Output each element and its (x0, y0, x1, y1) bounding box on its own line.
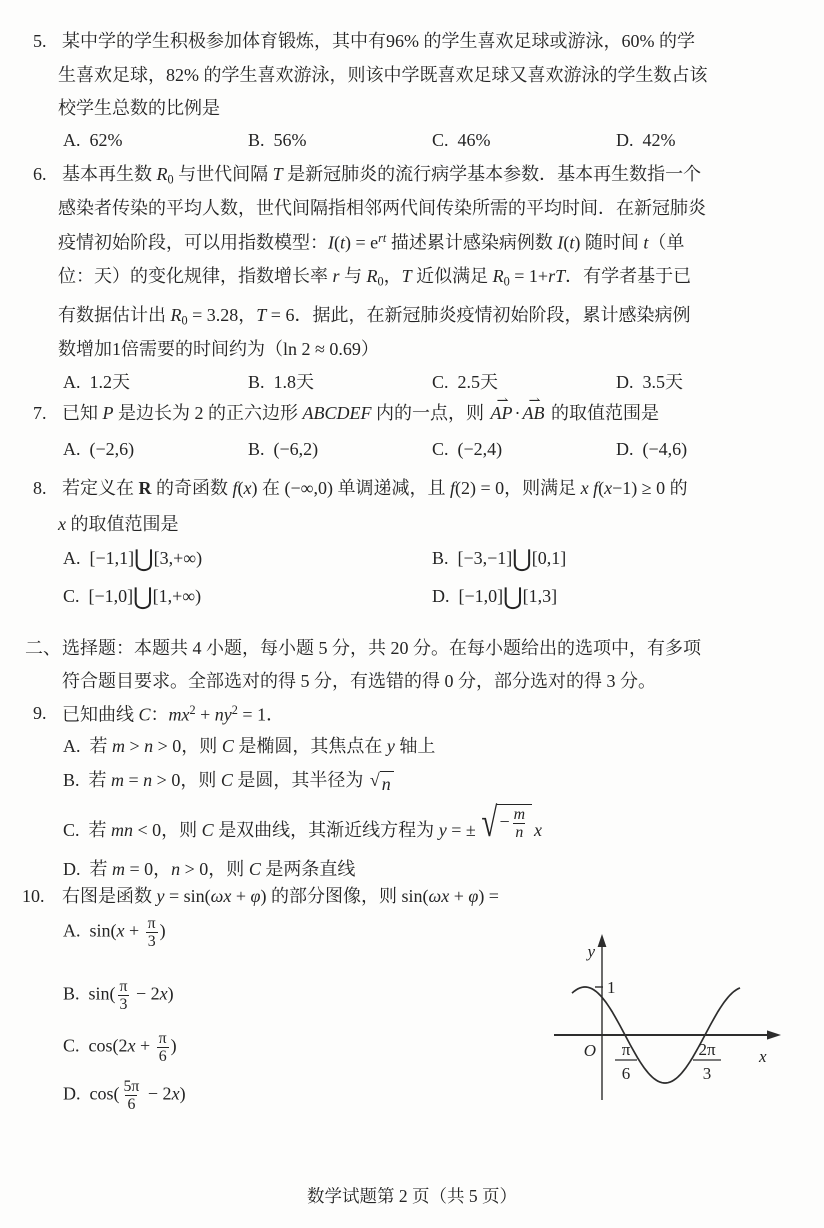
question-number: 7. (33, 403, 47, 423)
question-number: 10. (22, 886, 45, 906)
page-footer: 数学试题第 2 页（共 5 页） (307, 1186, 517, 1206)
option-b: B. [−3,−1]⋃[0,1] (432, 544, 567, 573)
option-d: D. 若 m = 0，n > 0，则 C 是两条直线 (63, 859, 356, 879)
option-d: D. cos( $\frac{5\pi}{6}$ − 2x) (63, 1078, 186, 1114)
zero2-numerator: 2π (698, 1040, 716, 1059)
option-c: C. 46% (432, 130, 491, 150)
option-a: A. 1.2天 (63, 372, 130, 392)
option-b: B. (−6,2) (248, 439, 319, 459)
question-text-line: 疫情初始阶段，可以用指数模型：$I(t) = e^{rt}$ 描述累计感染病例数 I(t) 随时间 t（单 (58, 231, 685, 253)
option-c: C. 若 mn < 0，则 C 是双曲线，其渐近线方程为 y = ± √ − $\frac{m}{n}$ x (63, 799, 543, 845)
option-c: C. (−2,4) (432, 439, 503, 459)
option-a: A. sin(x + $\frac{\pi}{3}$ ) (63, 915, 166, 951)
question-text-line: 基本再生数 $R_0$ 与世代间隔 T 是新冠肺炎的流行病学基本参数．基本再生数指一个 (62, 164, 702, 187)
question-number: 5. (33, 31, 47, 51)
question-text-line: 感染者传染的平均人数，世代间隔指相邻两代间传染所需的平均时间．在新冠肺炎 (58, 198, 706, 218)
zero1-numerator: π (621, 1040, 631, 1059)
option-c: C. [−1,0]⋃[1,+∞) (63, 582, 202, 611)
question-text-line: 生喜欢足球，82% 的学生喜欢游泳，则该中学既喜欢足球又喜欢游泳的学生数占该 (58, 65, 708, 85)
question-text-line: 已知 P 是边长为 2 的正六边形 ABCDEF 内的一点，则 AP ⇀ · AB ⇀ 的取值范围是 (62, 402, 659, 426)
option-b: B. 1.8天 (248, 372, 315, 392)
y-value-1-label: 1 (607, 978, 616, 997)
origin-label: O (583, 1041, 596, 1060)
question-text-line: 右图是函数 y = sin(ωx + φ) 的部分图像，则 sin(ωx + φ) = (62, 886, 499, 906)
zero1-denominator: 6 (621, 1064, 631, 1083)
question-number: 8. (33, 478, 47, 498)
option-d: D. [−1,0]⋃[1,3] (432, 582, 558, 611)
option-d: D. (−4,6) (616, 439, 688, 459)
option-d: D. 42% (616, 130, 676, 150)
x-axis-arrow-icon (767, 1030, 781, 1039)
option-a: A. 62% (63, 130, 123, 150)
option-b: B. 若 m = n > 0，则 C 是圆，其半径为 √ n (63, 769, 396, 797)
option-b: B. sin( $\frac{\pi}{3}$ − 2x) (63, 978, 174, 1014)
question-text-line: 位：天）的变化规律，指数增长率 r 与 $R_0$，T 近似满足 $R_0 = 1+rT$．有学者基于已 (58, 266, 692, 289)
question-text-line: x 的取值范围是 (58, 514, 179, 534)
question-number: 9. (33, 703, 47, 723)
option-c: C. cos(2x + $\frac{\pi}{6}$ ) (63, 1030, 177, 1066)
question-text-line: 数增加1倍需要的时间约为（ln 2 ≈ 0.69） (58, 339, 379, 359)
x-axis-label: x (759, 1047, 767, 1066)
section-header-line: 选择题：本题共 4 小题，每小题 5 分，共 20 分。在每小题给出的选项中，有多项 (62, 638, 701, 658)
zero2-denominator: 3 (702, 1064, 712, 1083)
question-text-line: 有数据估计出 $R_0 = 3.28$，T = 6．据此，在新冠肺炎疫情初始阶段，累计感染病例 (58, 305, 691, 328)
option-a: A. (−2,6) (63, 439, 135, 459)
question-number: 6. (33, 164, 47, 184)
option-a: A. 若 m > n > 0，则 C 是椭圆，其焦点在 y 轴上 (63, 736, 436, 756)
option-d: D. 3.5天 (616, 372, 683, 392)
option-a: A. [−1,1]⋃[3,+∞) (63, 544, 203, 573)
option-b: B. 56% (248, 130, 307, 150)
option-c: C. 2.5天 (432, 372, 499, 392)
question-text-line: 已知曲线 C：$mx^2 + ny^2 = 1$． (62, 703, 285, 725)
question-text-line: 若定义在 R 的奇函数 f(x) 在 (−∞,0) 单调递减，且 f(2) = 0，则满足 x f(x−1) ≥ 0 的 (62, 478, 688, 498)
question-text-line: 校学生总数的比例是 (58, 98, 220, 118)
question-text-line: 某中学的学生积极参加体育锻炼，其中有96% 的学生喜欢足球或游泳，60% 的学 (62, 31, 695, 51)
y-axis-label: y (587, 942, 595, 961)
sine-graph (545, 933, 795, 1105)
y-axis-arrow-icon (598, 934, 607, 947)
section-number: 二、 (25, 638, 61, 658)
section-header-line: 符合题目要求。全部选对的得 5 分，有选错的得 0 分，部分选对的得 3 分。 (62, 671, 656, 691)
